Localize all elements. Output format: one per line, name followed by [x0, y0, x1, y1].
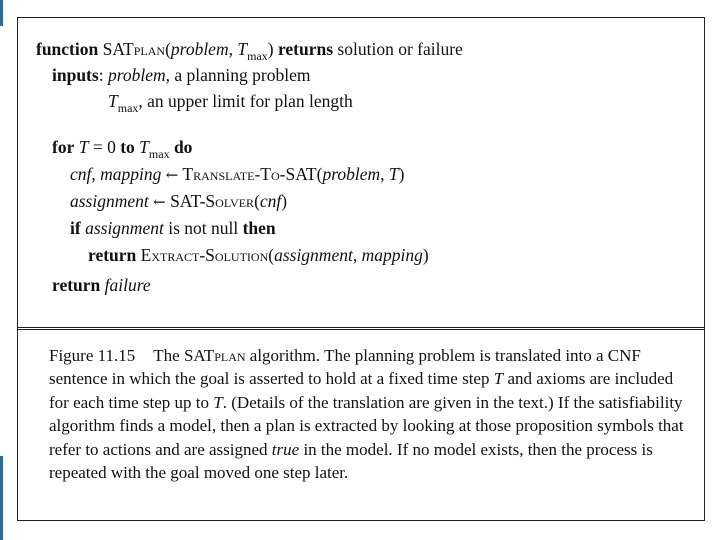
call-extract-solution: Extract-Solution	[140, 245, 269, 265]
keyword-return: return	[52, 275, 101, 295]
caption-line: sentence in which the goal is asserted to hold at a fixed time step T and axioms are included	[49, 369, 674, 389]
algo-line-for-loop: for T = 0 to $T_{max}$ do	[52, 137, 193, 161]
caption-line: Figure 11.15 The SATplan algorithm. The planning problem is translated into a CNF	[49, 346, 641, 365]
algo-line-inputs: inputs: problem, a planning problem	[52, 65, 311, 85]
algo-line-if: if assignment is not null then	[70, 218, 276, 238]
double-rule-divider	[18, 329, 704, 330]
call-sat-solver: SAT-Solver	[170, 191, 255, 211]
algo-line-translate: cnf, mapping ← Translate-To-SAT(problem, T)	[70, 164, 405, 184]
keyword-inputs: inputs	[52, 65, 99, 85]
algo-line-return-failure: return failure	[52, 275, 151, 295]
caption-line: repeated with the goal moved one step later.	[49, 463, 349, 483]
figure-caption	[49, 344, 701, 484]
return-description: solution or failure	[333, 39, 463, 59]
keyword-function: function	[36, 39, 99, 59]
algo-line-signature: function SATplan(problem, $T_{max}$) returns solution or failure	[36, 39, 463, 63]
algo-line-solver: assignment ← SAT-Solver(cnf)	[70, 191, 288, 211]
algo-line-return-solution: return Extract-Solution(assignment, mapping)	[88, 245, 429, 265]
left-edge-accent-top	[0, 0, 3, 26]
caption-line: for each time step up to T. (Details of the translation are given in the text.) If the satisfiability	[49, 392, 683, 412]
figure-frame	[17, 17, 705, 521]
keyword-then: then	[242, 218, 276, 238]
algorithm-box	[18, 18, 704, 328]
assign-arrow: ←	[165, 166, 179, 184]
call-translate-to-sat: Translate-To-SAT	[182, 164, 317, 184]
keyword-return: return	[88, 245, 137, 265]
caption-line: algorithm finds a model, then a plan is extracted by looking at those proposition symbols that	[49, 416, 684, 436]
keyword-for: for	[52, 137, 75, 157]
keyword-if: if	[70, 218, 81, 238]
assign-arrow: ←	[153, 193, 166, 211]
function-name: SATplan	[102, 39, 166, 59]
caption-line: refer to actions and are assigned true in the model. If no model exists, then the process is	[49, 439, 653, 459]
algo-line-tmax: $T_{max}$, an upper limit for plan length	[108, 91, 353, 115]
keyword-do: do	[173, 137, 193, 157]
figure-label: Figure 11.15	[49, 346, 136, 365]
param-problem: problem	[170, 39, 229, 59]
left-edge-accent-bottom	[0, 456, 3, 540]
keyword-returns: returns	[277, 39, 334, 59]
